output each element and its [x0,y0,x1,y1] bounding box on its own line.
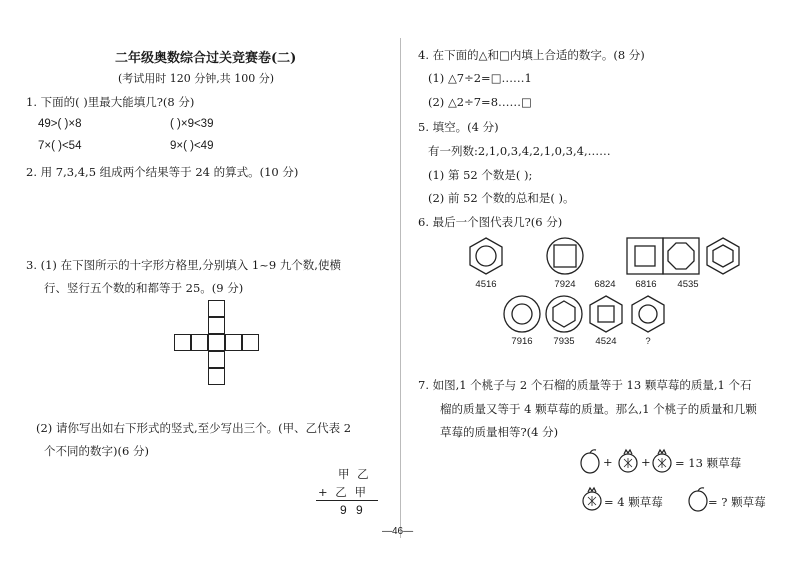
hexagon-circle-shape [470,238,502,274]
q6-label: 4524 [595,336,617,347]
hexagon-square-shape [590,296,622,332]
q3-part2-line1: (2) 请你写出如右下形式的竖式,至少写出三个。(甲、乙代表 2 [36,421,352,435]
page-title: 二年级奥数综合过关竞赛卷(二) [115,51,297,66]
grid-cell [208,368,225,385]
q1-stem: 1. 下面的( )里最大能填几?(8 分) [26,95,195,109]
q2-stem: 2. 用 7,3,4,5 组成两个结果等于 24 的算式。(10 分) [26,165,299,179]
q7-plus-1: + [603,455,613,469]
q1-item-4: 9×( )<49 [170,140,214,152]
grid-cell [208,334,225,351]
grid-cell [242,334,259,351]
page-subtitle: (考试用时 120 分钟,共 100 分) [118,72,275,85]
q5-stem: 5. 填空。(4 分) [418,120,499,134]
q4-stem: 4. 在下面的△和□内填上合适的数字。(8 分) [418,48,645,62]
q1-item-3: 7×( )<54 [38,140,82,152]
grid-cell [208,317,225,334]
q6-label: ? [645,336,651,347]
q7-equation-1-rest: = 13 颗草莓 [675,456,742,470]
q6-label: 6824 [594,279,616,290]
q5-sequence: 有一列数:2,1,0,3,4,2,1,0,3,4,…… [428,144,611,158]
circle-square-shape [547,238,583,274]
q5-item-1: (1) 第 52 个数是( ); [428,168,533,182]
pomegranate-icon [582,484,606,514]
circle-circle-shape [504,296,540,332]
q3-part1-line1: 3. (1) 在下图所示的十字形方格里,分别填入 1~9 九个数,使横 [26,258,341,272]
square-square-shape [627,238,663,274]
q6-shapes-row2 [502,294,672,334]
q7-line1: 7. 如图,1 个桃子与 2 个石榴的质量等于 13 颗草莓的质量,1 个石 [418,378,752,392]
circle-hexagon-shape [546,296,582,332]
vertical-row-2: + 乙 甲 [318,485,368,499]
grid-cell [225,334,242,351]
pomegranate-icon [653,450,671,472]
q7-equation-2-rest: = 4 颗草莓 [604,495,663,509]
q7-plus-2: + [641,455,651,469]
q3-part2-line2: 个不同的数字)(6 分) [44,444,149,458]
column-divider [400,38,401,538]
peach-icon [581,450,599,473]
q6-label: 6816 [635,279,657,290]
q6-shapes-row1 [466,236,766,276]
q6-label: 7935 [553,336,575,347]
hexagon-hexagon-shape [707,238,739,274]
q6-label: 7916 [511,336,533,347]
grid-cell [174,334,191,351]
q1-item-2: ( )×9<39 [170,118,214,130]
q4-item-1: (1) △7÷2=□……1 [428,71,532,85]
q6-label: 4516 [475,279,497,290]
q6-label: 7924 [554,279,576,290]
vertical-row-1: 甲 乙 [338,467,371,481]
q6-stem: 6. 最后一个图代表几?(6 分) [418,215,563,229]
grid-cell [208,351,225,368]
pomegranate-icon [619,450,637,472]
q4-item-2: (2) △2÷7=8……□ [428,95,532,109]
vertical-line [316,500,378,501]
square-octagon-shape [663,238,699,274]
q3-part1-line2: 行、竖行五个数的和都等于 25。(9 分) [44,281,244,295]
grid-cell [191,334,208,351]
q6-label: 4535 [677,279,699,290]
q5-item-2: (2) 前 52 个数的总和是( )。 [428,191,575,205]
q7-equation-3-rest: = ? 颗草莓 [708,495,766,509]
q7-equation-1-fruits [578,446,678,476]
q7-line3: 草莓的质量相等?(4 分) [440,425,559,439]
q1-item-1: 49>( )×8 [38,118,82,130]
vertical-row-3: 9 9 [340,503,366,517]
q7-line2: 榴的质量又等于 4 颗草莓的质量。那么,1 个桃子的质量和几颗 [440,402,757,416]
grid-cell [208,300,225,317]
page-number: —46— [382,526,414,537]
hexagon-circle-shape-2 [632,296,664,332]
